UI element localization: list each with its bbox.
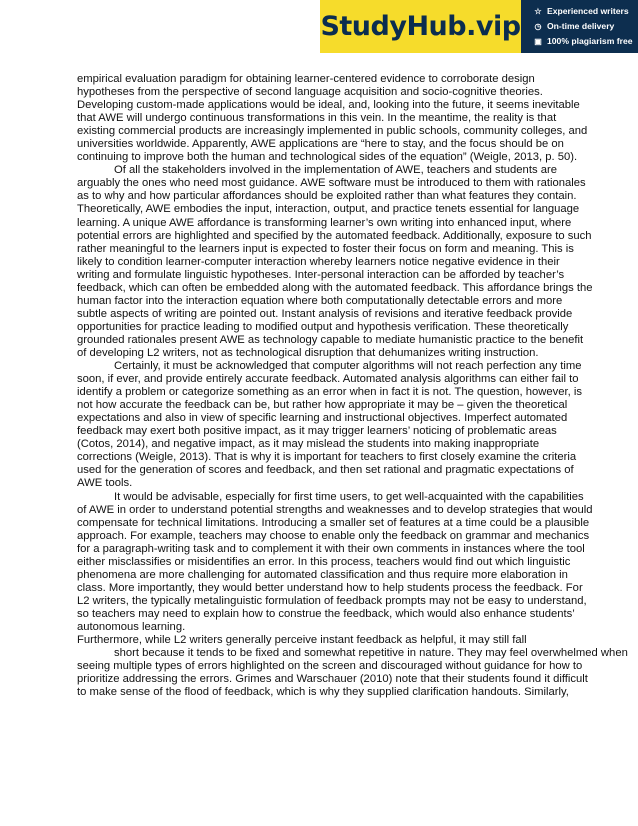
text-line: AWE tools. <box>77 477 133 490</box>
text-line: Of all the stakeholders involved in the implementation of AWE, teachers and students are <box>114 164 557 177</box>
feature-on-time-delivery <box>533 20 638 33</box>
feature-experienced-writers <box>533 5 638 18</box>
text-line: soon, if ever, and provide entirely accurate feedback. Automated analysis algorithms can either fail to <box>77 373 579 386</box>
text-line: grounded rationales present AWE as technology capable to mediate humanistic practice to the benefit <box>77 333 584 346</box>
text-line: potential errors are highlighted and specified by the automated feedback. Additionally, exposure to such <box>77 229 592 242</box>
document-body <box>77 73 628 699</box>
text-line: either misclassifies or misidentifies an error. In this process, teachers would find out which linguistic <box>77 555 571 568</box>
text-line: rather meaningful to the learners input is expected to foster their focus on form and meaning. This is <box>77 242 574 255</box>
text-line: not how accurate the feedback can be, but rather how appropriate it may be – given the theoretical <box>77 399 568 412</box>
text-line: seeing multiple types of errors highlighted on the screen and discouraged without guidance for how to <box>77 660 583 673</box>
feature-label: Experienced writers <box>547 6 629 16</box>
feature-plagiarism-free <box>533 35 638 48</box>
text-line: Theoretically, AWE embodies the input, interaction, output, and practice tenets essential for language <box>77 203 580 216</box>
text-line: hypotheses from the perspective of second language acquisition and socio-cognitive theories. <box>77 86 543 99</box>
text-line: of AWE in order to understand potential strengths and weaknesses and to develop strategies that would <box>77 503 593 516</box>
text-line: for a paragraph-writing task and to complement it with their own comments in instances where the tool <box>77 542 585 555</box>
text-line: arguably the ones who need most guidance. AWE software must be introduced to them with rationales <box>77 177 586 190</box>
text-line: compensate for technical limitations. Introducing a smaller set of features at a time could be a plausible <box>77 516 590 529</box>
text-line: writing and formulate linguistic hypotheses. Inter-personal interaction can be afforded by teacher’s <box>77 268 565 281</box>
text-line: class. More importantly, they would better understand how to help students process the feedback. For <box>77 581 583 594</box>
text-line: L2 writers, the typically metalinguistic formulation of feedback prompts may not be easy to understand, <box>77 594 587 607</box>
text-line: prioritize addressing the errors. Grimes and Warschauer (2010) note that their students found it difficult <box>77 673 588 686</box>
text-line: learning. A unique AWE affordance is transforming learner’s own writing into enhanced input, where <box>77 216 572 229</box>
text-line: human factor into the interaction equation where both computationally detectable errors and more <box>77 294 563 307</box>
text-line: autonomous learning. <box>77 620 186 633</box>
text-line: continuing to improve both the human and technological sides of the equation” (Weigle, 2013, p. 50). <box>77 151 578 164</box>
star-icon: ☆ <box>534 7 542 16</box>
text-line: feedback, which can often be embedded along with the automated feedback. This affordance brings the <box>77 281 593 294</box>
studyhub-logo[interactable]: StudyHub.vip <box>320 0 521 53</box>
text-line: of developing L2 writers, not as technological disruption that dehumanizes writing instruction. <box>77 346 539 359</box>
text-line: short because it tends to be fixed and somewhat repetitive in nature. They may feel overwhelmed when <box>114 647 628 660</box>
text-line: Certainly, it must be acknowledged that computer algorithms will not reach perfection any time <box>114 360 582 373</box>
text-line: empirical evaluation paradigm for obtaining learner-centered evidence to corroborate design <box>77 73 535 85</box>
text-line: likely to condition learner-computer interaction whereby learners notice negative evidence in their <box>77 255 560 268</box>
text-line: that AWE will undergo continuous transformations in this vein. In the meantime, the reality is that <box>77 112 557 125</box>
text-line: to make sense of the flood of feedback, which is why they supplied clarification handouts. Similarly, <box>77 686 569 699</box>
text-line: identify a problem or categorize something as an error when in fact it is not. The question, however, is <box>77 386 583 399</box>
text-line: Developing custom-made applications would be ideal, and, looking into the future, it seems inevitable <box>77 99 580 112</box>
text-line: approach. For example, teachers may choose to enable only the feedback on grammar and mechanics <box>77 529 590 542</box>
clock-icon: ◷ <box>534 22 542 31</box>
studyhub-banner[interactable] <box>320 0 638 53</box>
text-line: subtle aspects of writing are pointed out. Instant analysis of revisions and iterative feedback provide <box>77 307 573 320</box>
text-line: existing commercial products are increasingly implemented in public schools, community colleges, and <box>77 125 588 138</box>
text-line: feedback may exert both positive impact, as it may trigger learners’ noticing of problematic areas <box>77 425 557 438</box>
text-line: expectations and also in view of specific learning and instructional objectives. Imperfect automated <box>77 412 568 425</box>
banner-features <box>521 0 638 53</box>
feature-label: On-time delivery <box>547 21 615 31</box>
text-line: as to why and how particular affordances should be exploited rather than what features they contain. <box>77 190 577 203</box>
text-line: phenomena are more challenging for automated classification and thus require more elaboration in <box>77 568 568 581</box>
document-check-icon: ▣ <box>534 37 542 46</box>
text-line: so teachers may need to explain how to construe the feedback, which would also enhance students’ <box>77 607 575 620</box>
text-line: universities worldwide. Apparently, AWE applications are “here to stay, and the focus should be on <box>77 138 564 151</box>
text-line: opportunities for practice leading to modified output and hypothesis verification. These theoretically <box>77 320 569 333</box>
text-line: It would be advisable, especially for first time users, to get well-acquainted with the capabilities <box>114 490 584 503</box>
text-line: Furthermore, while L2 writers generally perceive instant feedback as helpful, it may still fall <box>77 634 527 647</box>
text-line: used for the generation of scores and feedback, and then set rational and pragmatic expectations of <box>77 464 574 477</box>
text-line: (Cotos, 2014), and negative impact, as it may mislead the students into making inappropriate <box>77 438 540 451</box>
text-line: corrections (Weigle, 2013). That is why it is important for teachers to first closely examine the criteria <box>77 451 577 464</box>
feature-label: 100% plagiarism free <box>547 36 633 46</box>
